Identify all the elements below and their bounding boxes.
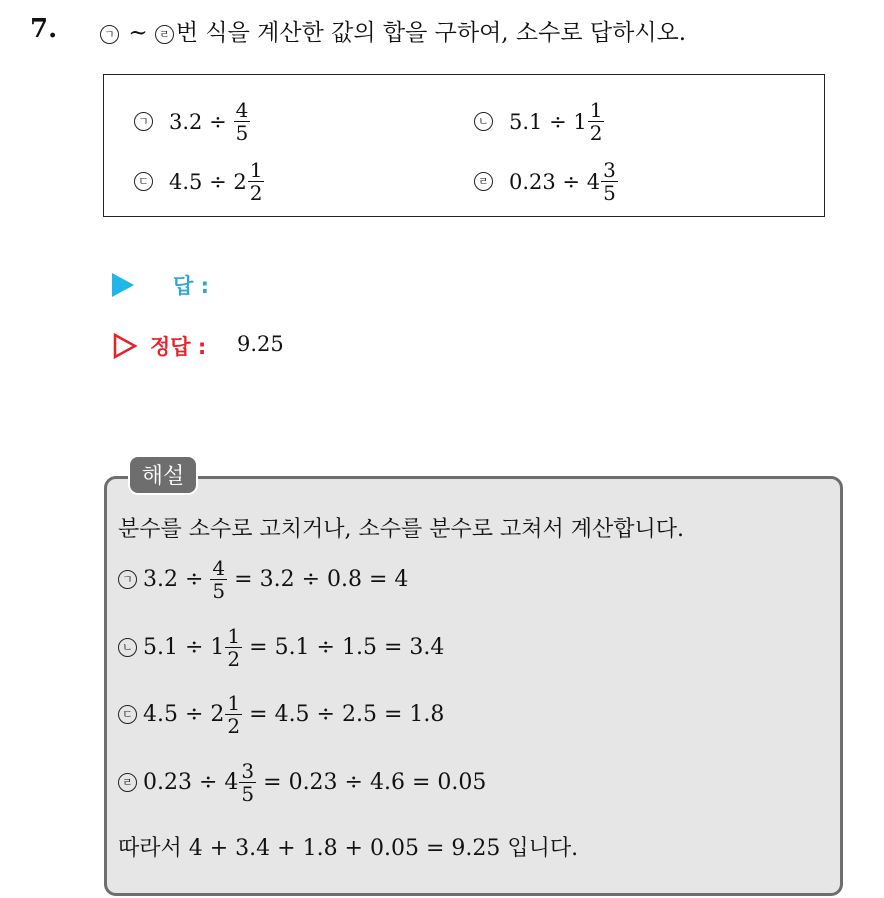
problems-box [103, 74, 825, 217]
marker-icon: ㄷ [134, 172, 153, 191]
explanation-intro: 분수를 소수로 고치거나, 소수를 분수로 고쳐서 계산합니다. [118, 517, 684, 542]
step-right: = 0.23 ÷ 4.6 = 0.05 [263, 770, 487, 795]
step-left: 4.5 ÷ 2 [143, 702, 225, 727]
marker-icon: ㄱ [134, 112, 153, 131]
problem-expression: 0.23 ÷ 4 [509, 169, 601, 194]
problem-item [474, 159, 619, 204]
step-left: 5.1 ÷ 1 [143, 635, 225, 660]
problem-item [474, 99, 605, 144]
step-right: = 4.5 ÷ 2.5 = 1.8 [249, 702, 445, 727]
fraction-denominator: 2 [249, 181, 263, 205]
explanation-step [118, 557, 408, 602]
fraction-numerator: 3 [603, 158, 616, 182]
question-text [100, 14, 686, 47]
fraction [225, 625, 242, 670]
correct-answer-label: 정답 : [150, 335, 207, 359]
marker-icon: ㄹ [155, 25, 174, 44]
problem-expression: 3.2 ÷ [169, 109, 227, 134]
fraction [588, 99, 605, 144]
explanation-tag: 해설 [128, 455, 198, 495]
correct-answer-value: 9.25 [237, 332, 284, 356]
fraction-denominator: 2 [227, 647, 241, 671]
fraction-numerator: 3 [241, 759, 255, 783]
explanation-conclusion: 따라서 4 + 3.4 + 1.8 + 0.05 = 9.25 입니다. [118, 836, 579, 861]
problem-item [134, 159, 265, 204]
problem-expression: 4.5 ÷ 2 [169, 169, 247, 194]
problem-item [134, 99, 251, 144]
step-left: 0.23 ÷ 4 [143, 770, 239, 795]
fraction-denominator: 2 [589, 121, 603, 145]
fraction-denominator: 5 [603, 181, 616, 205]
fraction-numerator: 1 [227, 624, 241, 648]
play-triangle-icon [112, 273, 134, 297]
step-right: = 3.2 ÷ 0.8 = 4 [234, 567, 409, 592]
marker-icon: ㄴ [474, 112, 493, 131]
fraction [239, 760, 256, 805]
step-left: 3.2 ÷ [143, 567, 204, 592]
marker-icon: ㄷ [118, 705, 137, 724]
range-tilde: ~ [128, 20, 148, 46]
question-body: 번 식을 계산한 값의 합을 구하여, 소수로 답하시오. [175, 20, 687, 46]
marker-icon: ㄱ [118, 570, 137, 589]
explanation-step [118, 692, 444, 737]
fraction [225, 692, 242, 737]
marker-icon: ㄱ [100, 25, 119, 44]
fraction [601, 159, 618, 204]
fraction-numerator: 1 [589, 98, 603, 122]
fraction-denominator: 2 [227, 714, 241, 738]
outline-triangle-icon [112, 333, 138, 359]
step-right: = 5.1 ÷ 1.5 = 3.4 [249, 635, 445, 660]
fraction-denominator: 5 [241, 782, 255, 806]
marker-icon: ㄹ [474, 172, 493, 191]
fraction-numerator: 4 [212, 556, 226, 580]
fraction [234, 99, 251, 144]
explanation-step [118, 625, 444, 670]
fraction [210, 557, 227, 602]
marker-icon: ㄹ [118, 773, 137, 792]
answer-label: 답 : [173, 274, 209, 298]
marker-icon: ㄴ [118, 638, 137, 657]
fraction-numerator: 1 [249, 158, 263, 182]
fraction [248, 159, 265, 204]
fraction-denominator: 5 [235, 121, 249, 145]
explanation-step [118, 760, 486, 805]
problem-expression: 5.1 ÷ 1 [509, 109, 587, 134]
question-number: 7. [30, 14, 58, 44]
fraction-numerator: 4 [235, 98, 249, 122]
fraction-denominator: 5 [212, 579, 226, 603]
fraction-numerator: 1 [227, 691, 241, 715]
